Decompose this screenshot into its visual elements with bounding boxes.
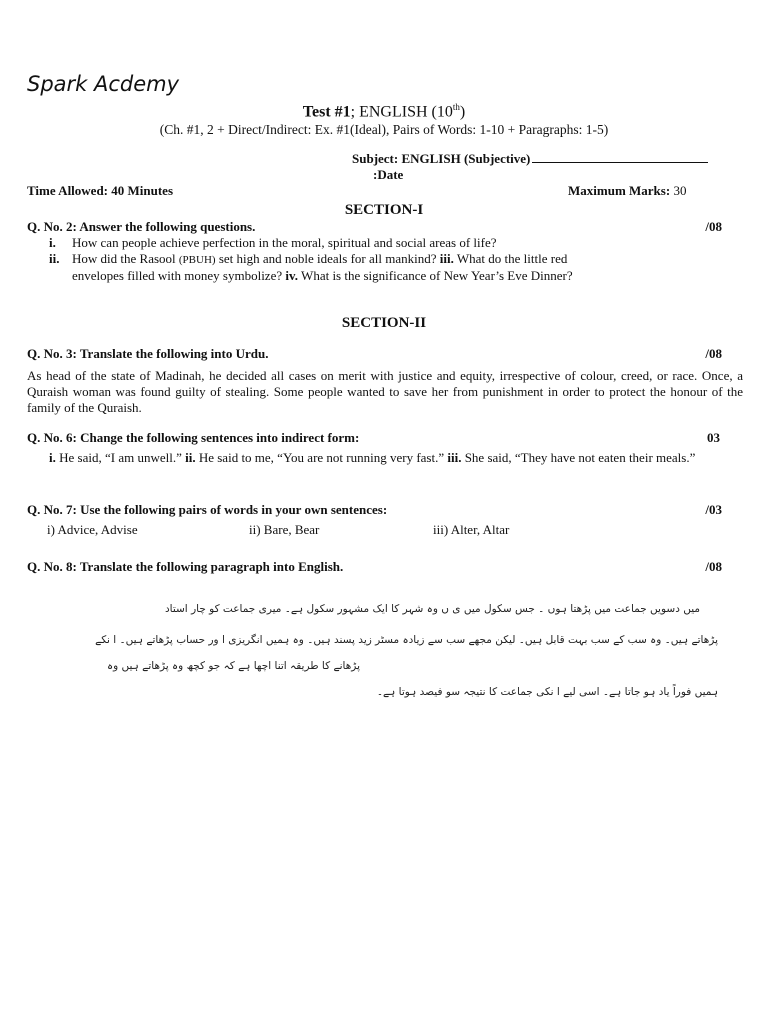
time-allowed: Time Allowed: 40 Minutes: [27, 183, 174, 198]
q8-urdu-line-2: پڑھاتے ہیں۔ وہ سب کے سب بہت قابل ہیں۔ لیکن مجھے سب سے زیادہ مسٹر زید پسند ہیں۔ وہ ہمیں انگریزی ا ور حساب پڑھاتے ہیں۔ ا نکے: [95, 634, 718, 646]
test-subject: ; ENGLISH (10: [350, 103, 453, 121]
q8-heading: [27, 559, 722, 575]
maximum-marks: [568, 183, 686, 199]
q8-urdu-line-4: ہمیں فوراً یاد ہو جاتا ہے۔ اسی لیے ا نکی جماعت کا نتیجہ سو فیصد ہوتا ہے۔: [376, 686, 718, 698]
q8-marks: /08: [705, 559, 722, 574]
q7-pair-2: ii) Bare, Bear: [249, 522, 320, 537]
q2-ii-text: [72, 251, 599, 284]
q6-heading-text: Q. No. 6: Change the following sentences into indirect form:: [27, 430, 360, 445]
q6-iii-text: She said, “They have not eaten their meals.”: [461, 450, 696, 465]
q7-marks: /03: [705, 502, 722, 517]
section-2-title: SECTION-II: [341, 315, 427, 331]
syllabus: (Ch. #1, 2 + Direct/Indirect: Ex. #1(Ideal), Pairs of Words: 1-10 + Paragraphs: 1-5): [159, 122, 609, 137]
max-marks-label: Maximum Marks:: [568, 183, 674, 198]
q3-heading: [27, 346, 722, 362]
q6-ii-num: ii.: [185, 450, 196, 465]
q6-ii-text: He said to me, “You are not running very fast.”: [195, 450, 448, 465]
test-grade-sup: th: [452, 102, 460, 112]
section-1-title: SECTION-I: [344, 202, 424, 218]
q2-item-i: [49, 235, 609, 251]
subject-line: [352, 151, 708, 167]
max-marks-value: 30: [673, 183, 687, 198]
q8-heading-text: Q. No. 8: Translate the following paragraph into English.: [27, 559, 344, 574]
q2-i-num: i.: [49, 235, 56, 250]
subject-label: Subject: ENGLISH (Subjective): [352, 151, 531, 166]
q8-urdu-line-3: پڑھانے کا طریقہ اتنا اچھا ہے کہ جو کچھ وہ پڑھاتے ہیں وہ: [106, 660, 360, 672]
q6-heading: [27, 430, 722, 446]
subject-underline: [532, 162, 708, 163]
q6-i-text: He said, “I am unwell.”: [55, 450, 186, 465]
q6-i-num: i.: [49, 450, 56, 465]
test-title: [0, 102, 768, 121]
q2-ii-num: ii.: [49, 251, 60, 266]
q6-marks: 03: [707, 430, 720, 445]
date-label: :Date: [373, 167, 404, 182]
q2-item-ii: [49, 251, 599, 284]
q8-urdu-line-1: میں دسویں جماعت میں پڑھتا ہوں ۔ جس سکول میں ی ں وہ شہر کا ایک مشہور سکول ہے۔ میری جماعت کو چار استاد: [164, 603, 700, 615]
q2-i-text: How can people achieve perfection in the moral, spiritual and social areas of life?: [72, 235, 497, 250]
q2-heading: [27, 219, 722, 235]
q3-marks: /08: [705, 346, 722, 361]
q3-paragraph: As head of the state of Madinah, he decided all cases on merit with justice and equity, irrespective of colour, creed, or race. Once, a Quraish woman was found guilty of stealing. Some people wanted to save her from punishment in order to protect the honour of the family of the Quraish.: [27, 368, 743, 415]
q7-heading-text: Q. No. 7: Use the following pairs of words in your own sentences:: [27, 502, 388, 517]
q2-ii-text-b: set high and noble ideals for all mankind?: [215, 251, 440, 266]
q7-pair-3: iii) Alter, Altar: [433, 522, 510, 537]
q2-heading-text: Q. No. 2: Answer the following questions.: [27, 219, 256, 234]
academy-name: Spark Acdemy: [27, 72, 180, 96]
q6-items: [49, 449, 729, 467]
q2-marks: /08: [705, 219, 722, 234]
q2-iv-text: What is the significance of New Year’s Eve Dinner?: [298, 268, 573, 283]
q7-heading: [27, 502, 722, 518]
q2-iv-num: iv.: [285, 268, 299, 283]
q6-iii-num: iii.: [447, 450, 462, 465]
q3-heading-text: Q. No. 3: Translate the following into Urdu.: [27, 346, 269, 361]
q2-iii-num: iii.: [439, 251, 454, 266]
q2-ii-text-a: How did the Rasool: [72, 251, 179, 266]
test-label: Test #1: [302, 103, 351, 121]
test-close: ): [459, 103, 466, 121]
q7-pair-1: i) Advice, Advise: [47, 522, 138, 537]
q2-ii-pbuh: (PBUH): [178, 254, 216, 266]
q2-iii-text: What do the little red envelopes filled with money symbolize?: [72, 251, 568, 283]
